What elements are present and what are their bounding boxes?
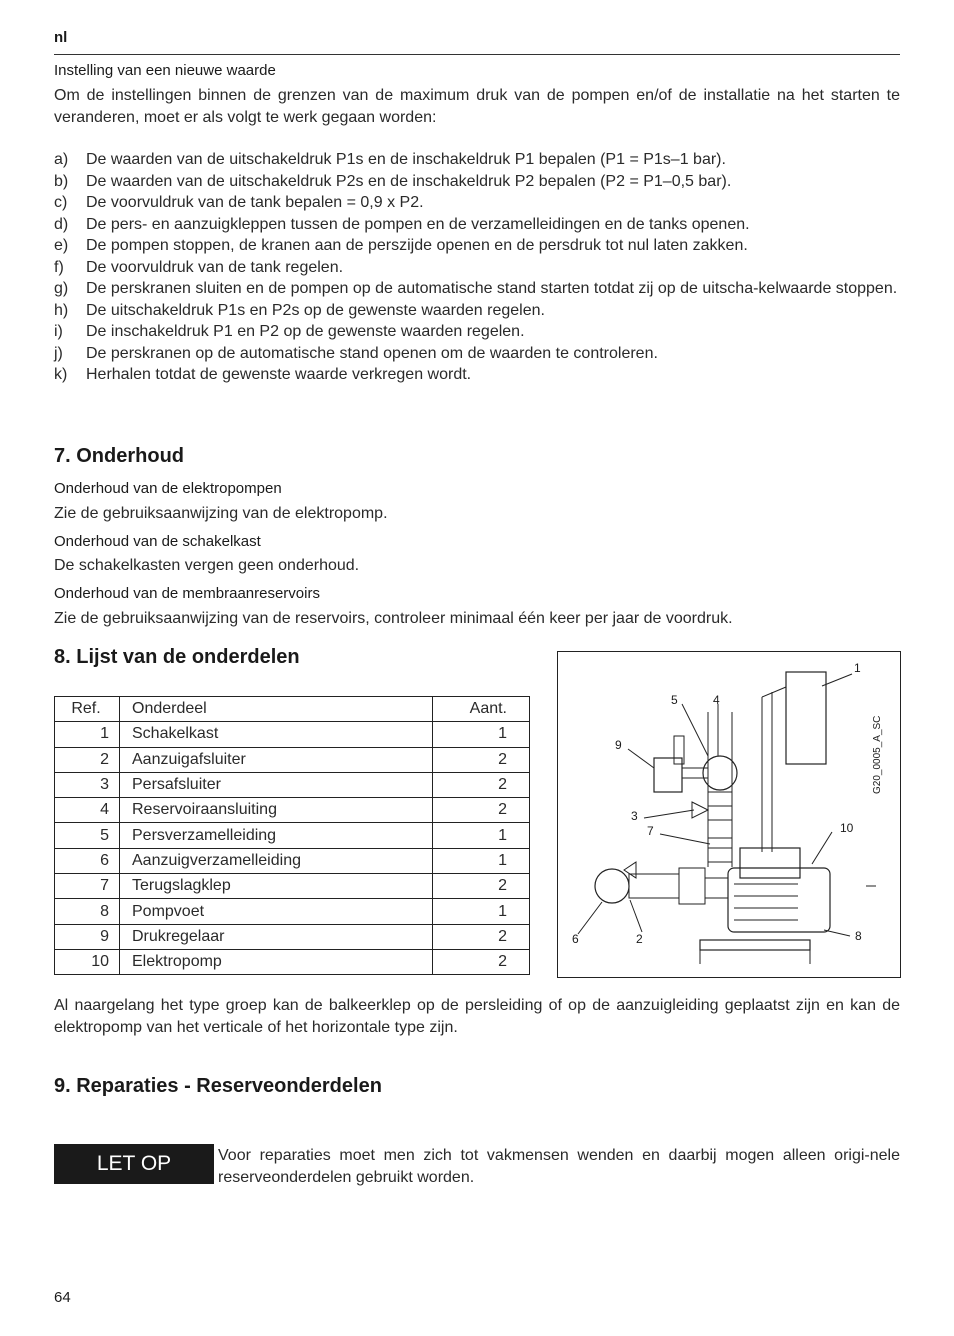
step-text: De voorvuldruk van de tank regelen. xyxy=(86,258,344,276)
warning-text: Voor reparaties moet men zich tot vakmensen wenden en daarbij mogen alleen origi-nele reserveonderdelen gebruikt worden. xyxy=(218,1147,900,1186)
step-label: h) xyxy=(54,301,69,319)
list-item xyxy=(54,214,900,236)
setting-subtitle: Instelling van een nieuwe waarde xyxy=(54,62,276,79)
table-row xyxy=(55,924,530,949)
step-text: De perskranen op de automatische stand openen om de waarden te controleren. xyxy=(86,344,658,362)
step-text: De uitschakeldruk P1s en P2s op de gewenste waarden regelen. xyxy=(86,301,545,319)
page-number: 64 xyxy=(54,1289,71,1306)
control-box-shape xyxy=(786,672,826,764)
step-text: De voorvuldruk van de tank bepalen = 0,9 x P2. xyxy=(86,194,424,211)
maint-pumps-text: Zie de gebruiksaanwijzing van de elektropomp. xyxy=(54,505,388,522)
list-item xyxy=(54,321,900,343)
step-label: i) xyxy=(54,323,63,340)
step-text: De pompen stoppen, de kranen aan de perszijde openen en de persdruk tot nul laten zakken. xyxy=(86,237,748,254)
cell-part: Reservoiraansluiting xyxy=(120,798,433,823)
callout-label: 4 xyxy=(713,693,720,707)
callout-label: 9 xyxy=(615,738,622,752)
table-row xyxy=(55,747,530,772)
table-row xyxy=(55,949,530,974)
section-7-title: 7. Onderhoud xyxy=(54,445,184,467)
cell-qty: 1 xyxy=(433,899,530,924)
warning-badge: LET OP xyxy=(54,1144,214,1184)
cell-qty: 1 xyxy=(433,848,530,873)
step-label: g) xyxy=(54,280,69,297)
cell-qty: 2 xyxy=(433,798,530,823)
cell-ref: 2 xyxy=(55,747,120,772)
callout-label: 2 xyxy=(636,932,643,946)
cell-part: Aanzuigverzamelleiding xyxy=(120,848,433,873)
table-row xyxy=(55,823,530,848)
cell-ref: 5 xyxy=(55,823,120,848)
maint-cabinet-text: De schakelkasten vergen geen onderhoud. xyxy=(54,557,360,574)
cell-qty: 2 xyxy=(433,747,530,772)
pump-base-shape xyxy=(700,940,810,950)
list-item xyxy=(54,192,900,214)
callout-label: 6 xyxy=(572,932,579,946)
callout-label: 7 xyxy=(647,824,654,838)
maint-pumps-subtitle: Onderhoud van de elektropompen xyxy=(54,480,282,497)
setting-steps-list xyxy=(54,149,900,386)
cell-part: Persverzamelleiding xyxy=(120,823,433,848)
col-header-part: Onderdeel xyxy=(120,697,433,722)
callout-label: 10 xyxy=(840,821,854,835)
step-text: De perskranen sluiten en de pompen op de automatische stand starten totdat zij op de uitscha-kelwaarde stoppen. xyxy=(86,280,898,297)
list-item xyxy=(54,300,900,322)
list-item xyxy=(54,278,900,300)
step-text: De pers- en aanzuigkleppen tussen de pompen en de verzamelleidingen en de tanks openen. xyxy=(86,215,750,233)
callout-label: 5 xyxy=(671,693,678,707)
cell-ref: 3 xyxy=(55,772,120,797)
callout-label: 3 xyxy=(631,809,638,823)
section-8-note: Al naargelang het type groep kan de balkeerklep op de persleiding of op de aanzuigleiding geplaatst zijn en kan de elektropomp van het verticale of het horizontale type zijn. xyxy=(54,997,900,1036)
table-row xyxy=(55,722,530,747)
cell-ref: 9 xyxy=(55,924,120,949)
table-row xyxy=(55,798,530,823)
setting-intro: Om de instellingen binnen de grenzen van de maximum druk van de pompen en/of de installatie na het starten te veranderen, moet er als volgt te werk gegaan worden: xyxy=(54,87,900,126)
step-label: c) xyxy=(54,194,68,211)
cell-qty: 2 xyxy=(433,874,530,899)
list-item xyxy=(54,171,900,193)
header-rule xyxy=(54,54,900,55)
list-item xyxy=(54,364,900,386)
step-label: f) xyxy=(54,258,64,276)
cell-part: Persafsluiter xyxy=(120,772,433,797)
cell-qty: 1 xyxy=(433,823,530,848)
pump-drawing xyxy=(558,652,900,977)
step-label: k) xyxy=(54,366,68,383)
list-item xyxy=(54,235,900,257)
callout-label: 8 xyxy=(855,929,862,943)
cell-ref: 10 xyxy=(55,949,120,974)
cell-qty: 2 xyxy=(433,772,530,797)
parts-table xyxy=(54,696,530,975)
col-header-qty: Aant. xyxy=(433,697,530,722)
list-item xyxy=(54,257,900,279)
step-text: De waarden van de uitschakeldruk P2s en de inschakeldruk P2 bepalen (P2 = P1–0,5 bar). xyxy=(86,172,732,190)
table-row xyxy=(55,899,530,924)
cell-qty: 2 xyxy=(433,924,530,949)
cell-ref: 4 xyxy=(55,798,120,823)
maint-tanks-subtitle: Onderhoud van de membraanreservoirs xyxy=(54,585,320,602)
step-text: De inschakeldruk P1 en P2 op de gewenste waarden regelen. xyxy=(86,323,525,340)
step-label: d) xyxy=(54,215,69,233)
cell-ref: 6 xyxy=(55,848,120,873)
table-row xyxy=(55,848,530,873)
step-label: a) xyxy=(54,151,69,168)
section-8-title: 8. Lijst van de onderdelen xyxy=(54,646,300,668)
cell-part: Schakelkast xyxy=(120,722,433,747)
cell-part: Aanzuigafsluiter xyxy=(120,747,433,772)
maint-cabinet-subtitle: Onderhoud van de schakelkast xyxy=(54,533,261,550)
step-label: b) xyxy=(54,172,69,190)
list-item xyxy=(54,149,900,171)
step-label: j) xyxy=(54,344,63,362)
pump-assembly-figure xyxy=(557,651,901,978)
cell-ref: 7 xyxy=(55,874,120,899)
step-text: Herhalen totdat de gewenste waarde verkregen wordt. xyxy=(86,366,472,383)
table-row xyxy=(55,772,530,797)
maint-tanks-text: Zie de gebruiksaanwijzing van de reservoirs, controleer minimaal één keer per jaar de voordruk. xyxy=(54,610,733,627)
cell-part: Terugslagklep xyxy=(120,874,433,899)
cell-ref: 1 xyxy=(55,722,120,747)
cell-ref: 8 xyxy=(55,899,120,924)
section-9-title: 9. Reparaties - Reserveonderdelen xyxy=(54,1075,382,1097)
cell-qty: 2 xyxy=(433,949,530,974)
table-row xyxy=(55,874,530,899)
cell-part: Pompvoet xyxy=(120,899,433,924)
list-item xyxy=(54,343,900,365)
col-header-ref: Ref. xyxy=(55,697,120,722)
cell-qty: 1 xyxy=(433,722,530,747)
cell-part: Drukregelaar xyxy=(120,924,433,949)
callout-label: 1 xyxy=(854,661,861,675)
cell-part: Elektropomp xyxy=(120,949,433,974)
language-code: nl xyxy=(54,29,68,46)
step-label: e) xyxy=(54,237,69,254)
figure-code: G20_0005_A_SC xyxy=(872,715,883,794)
suction-manifold-shape xyxy=(595,869,629,903)
step-text: De waarden van de uitschakeldruk P1s en de inschakeldruk P1 bepalen (P1 = P1s–1 bar). xyxy=(86,151,726,168)
pressure-switch-shape xyxy=(654,758,682,792)
table-header-row xyxy=(55,697,530,722)
